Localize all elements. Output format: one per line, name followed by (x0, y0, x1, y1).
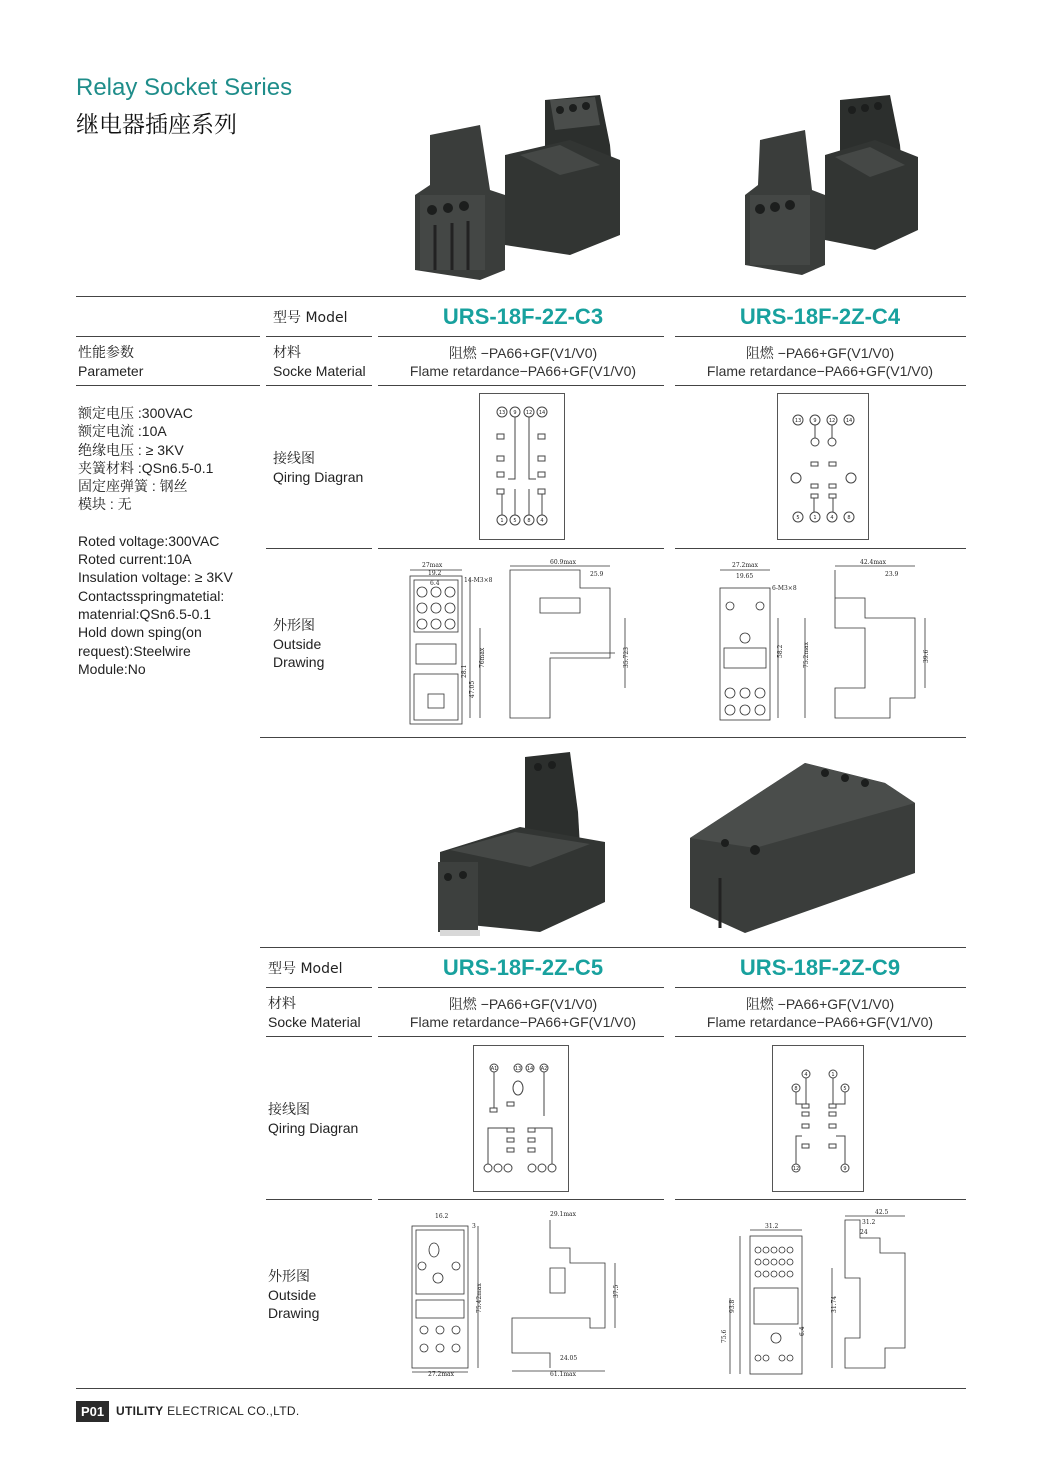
series-title-cn: 继电器插座系列 (76, 112, 237, 138)
outline-label-en: Outside (273, 636, 322, 652)
parameter-heading-en: Parameter (78, 363, 144, 379)
dimension-label: 23.9 (885, 571, 899, 578)
table-rule (76, 296, 966, 297)
product-photo-c4 (740, 95, 930, 285)
wiring-diagram-c9 (772, 1045, 864, 1192)
dimension-label: 3 (472, 1223, 476, 1230)
outline-label-en: Outside (268, 1287, 317, 1303)
table-rule (266, 987, 372, 988)
pin-label: 5 (843, 1086, 847, 1092)
wiring-label-en: Qiring Diagran (273, 469, 364, 485)
dimension-label: 75.42max (476, 1283, 483, 1313)
dimension-label: 6.4 (799, 1326, 806, 1336)
pin-label: 12 (525, 410, 533, 416)
pin-label: 9 (843, 1166, 847, 1172)
table-rule (260, 947, 966, 948)
table-rule (76, 336, 260, 337)
param-cn-6: 模块 : 无 (78, 496, 132, 513)
page-number: P01 (76, 1401, 109, 1422)
parameter-list (78, 404, 233, 678)
table-rule (266, 1036, 372, 1037)
param-en-7: request):Steelwire (78, 642, 191, 659)
dimension-label: 60.9max (550, 559, 577, 566)
dimension-label: 31.74 (831, 1295, 838, 1313)
model-label: 型号 Model (268, 961, 343, 977)
dimension-label: 31.2 (765, 1223, 779, 1230)
table-rule (378, 385, 664, 386)
table-rule (266, 1199, 372, 1200)
outline-drawing-c9 (720, 1208, 930, 1378)
dimension-label: 35.723 (623, 647, 630, 668)
outline-drawing-c4 (710, 558, 940, 730)
pin-label: 8 (527, 518, 531, 524)
dimension-label: 42.4max (860, 559, 887, 566)
table-rule (266, 548, 372, 549)
product-photo-c9 (685, 758, 920, 936)
table-rule (378, 1036, 664, 1037)
param-en-8: Module:No (78, 660, 146, 677)
brand-name: UTILITY (116, 1404, 164, 1418)
wiring-diagram-c3 (479, 393, 565, 540)
pin-label: 4 (540, 518, 544, 524)
wiring-label-en: Qiring Diagran (268, 1120, 359, 1136)
wiring-label-cn: 接线图 (273, 451, 315, 467)
table-rule (266, 385, 372, 386)
dimension-label: 37.5 (613, 1284, 620, 1298)
dimension-label: 76max (479, 647, 486, 668)
model-name-c3: URS-18F-2Z-C3 (442, 304, 604, 329)
company-suffix: ELECTRICAL CO.,LTD. (167, 1404, 300, 1418)
param-cn-2: 额定电流 :10A (78, 423, 167, 440)
table-rule (675, 1199, 966, 1200)
table-rule (266, 336, 372, 337)
param-en-2: Roted current:10A (78, 551, 192, 568)
material-c3: 阻燃 −PA66+GF(V1/V0) Flame retardance−PA66+GF(V1/V0) (409, 345, 637, 379)
table-rule (675, 1036, 966, 1037)
table-rule (675, 336, 966, 337)
material-label-en: Socke Material (268, 1014, 361, 1030)
param-cn-4: 夹簧材料 :QSn6.5-0.1 (78, 459, 214, 476)
dimension-label: 6-M3×8 (772, 585, 797, 592)
dimension-label: 27.2max (428, 1371, 455, 1378)
series-title-en: Relay Socket Series (76, 74, 293, 101)
table-rule (378, 1199, 664, 1200)
model-name-c5: URS-18F-2Z-C5 (442, 955, 604, 980)
material-label-cn: 材料 (273, 345, 301, 361)
param-en-1: Roted voltage:300VAC (78, 532, 220, 549)
param-cn-3: 绝缘电压 : ≥ 3KV (78, 441, 184, 458)
product-photo-c5 (430, 752, 610, 940)
dimension-label: 19.2 (428, 570, 442, 577)
model-name-c9: URS-18F-2Z-C9 (739, 955, 901, 980)
outline-drawing-c5 (400, 1208, 640, 1378)
outline-drawing-c3 (400, 558, 640, 730)
pin-label: 13 (498, 410, 506, 416)
model-label: 型号 Model (273, 310, 348, 326)
material-c4: 阻燃 −PA66+GF(V1/V0) Flame retardance−PA66+GF(V1/V0) (706, 345, 934, 379)
table-rule (378, 336, 664, 337)
outline-label-cn: 外形图 (273, 618, 315, 634)
pin-label: 14 (845, 418, 853, 424)
dimension-label: 25.9 (590, 571, 604, 578)
pin-label: 12 (792, 1166, 800, 1172)
wiring-diagram-c4 (777, 393, 869, 540)
table-rule (675, 987, 966, 988)
param-en-4: Contactsspringmatetial: (78, 587, 225, 604)
parameter-heading-cn: 性能参数 (78, 345, 134, 361)
dimension-label: 31.2 (862, 1219, 876, 1226)
material-c5: 阻燃 −PA66+GF(V1/V0) Flame retardance−PA66+GF(V1/V0) (409, 996, 637, 1030)
pin-label: 14 (526, 1066, 534, 1072)
table-rule (675, 385, 966, 386)
dimension-label: 16.2 (435, 1213, 449, 1220)
dimension-label: 24 (860, 1229, 868, 1236)
dimension-label: 6.4 (430, 580, 440, 587)
wiring-diagram-c5 (473, 1045, 569, 1192)
dimension-label: 29.1max (550, 1211, 577, 1218)
dimension-label: 24.05 (560, 1355, 578, 1362)
material-label-en: Socke Material (273, 363, 366, 379)
pin-label: 9 (813, 418, 817, 424)
dimension-label: 39.6 (923, 649, 930, 663)
table-rule (76, 385, 260, 386)
param-cn-1: 额定电压 :300VAC (78, 405, 193, 421)
dimension-label: 58.2 (777, 644, 784, 658)
dimension-label: 93.8 (729, 1299, 736, 1313)
pin-label: 13 (794, 418, 802, 424)
pin-label: 8 (794, 1086, 798, 1092)
outline-label-en-2: Drawing (268, 1305, 320, 1321)
pin-label: 1 (831, 1072, 835, 1078)
pin-label: A1 (490, 1066, 498, 1072)
pin-label: 14 (538, 410, 546, 416)
param-en-6: Hold down sping(on (78, 624, 202, 641)
pin-label: 4 (830, 515, 834, 521)
material-label-cn: 材料 (268, 996, 296, 1012)
dimension-label: 19.65 (736, 573, 754, 580)
model-name-c4: URS-18F-2Z-C4 (739, 304, 901, 329)
pin-label: 5 (796, 515, 800, 521)
dimension-label: 27.2max (732, 562, 759, 569)
pin-label: 1 (813, 515, 817, 521)
dimension-label: 27max (422, 562, 443, 569)
pin-label: 12 (828, 418, 836, 424)
param-en-3: Insulation voltage: ≥ 3KV (78, 569, 233, 586)
pin-label: 5 (513, 518, 517, 524)
product-photo-c3 (410, 95, 630, 290)
dimension-label: 14-M3×8 (464, 577, 493, 584)
table-rule (675, 548, 966, 549)
dimension-label: 28.1 (461, 664, 468, 678)
outline-label-cn: 外形图 (268, 1269, 310, 1285)
dimension-label: 75.6 (721, 1329, 728, 1343)
wiring-label-cn: 接线图 (268, 1102, 310, 1118)
company-name (116, 1404, 299, 1418)
table-rule (378, 548, 664, 549)
table-rule (378, 987, 664, 988)
table-rule (76, 1388, 966, 1389)
pin-label: 13 (514, 1066, 522, 1072)
pin-label: 4 (804, 1072, 808, 1078)
param-en-5: matenrial:QSn6.5-0.1 (78, 605, 212, 622)
dimension-label: 47.05 (469, 680, 476, 698)
dimension-label: 42.5 (875, 1209, 889, 1216)
material-c9: 阻燃 −PA66+GF(V1/V0) Flame retardance−PA66+GF(V1/V0) (706, 996, 934, 1030)
pin-label: 8 (847, 515, 851, 521)
pin-label: A2 (540, 1066, 548, 1072)
dimension-label: 75.2max (803, 641, 810, 668)
pin-label: 9 (513, 410, 517, 416)
pin-label: 1 (500, 518, 504, 524)
outline-label-en-2: Drawing (273, 654, 325, 670)
param-cn-5: 固定座弹簧 : 钢丝 (78, 478, 188, 495)
table-rule (260, 737, 966, 738)
dimension-label: 61.1max (550, 1371, 577, 1378)
